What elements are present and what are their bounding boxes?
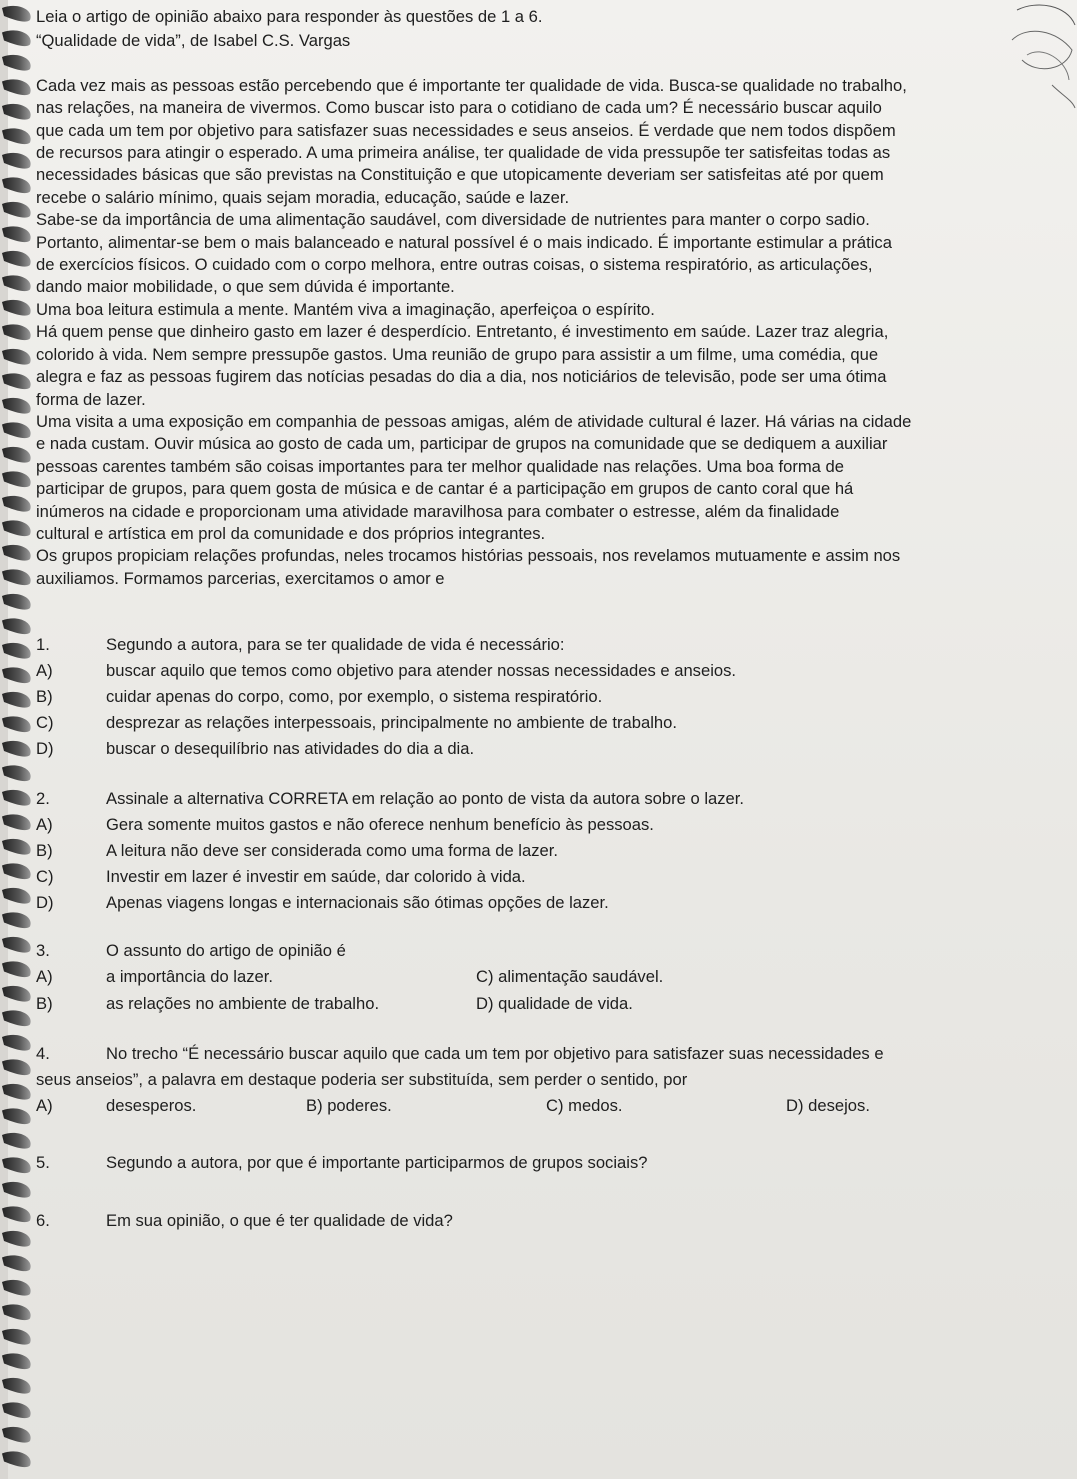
option-text: desesperos.	[106, 1096, 197, 1116]
article-line: auxiliamos. Formamos parcerias, exercitamos o amor e	[36, 568, 445, 588]
article-line: nas relações, na maneira de vivermos. Como buscar isto para o cotidiano de cada um? É necessário buscar aquilo	[36, 98, 882, 118]
answer-option	[36, 686, 1026, 712]
option-letter: B)	[36, 687, 53, 707]
question-4	[36, 1043, 1026, 1118]
question-1	[36, 634, 1026, 764]
option-text: C) alimentação saudável.	[476, 967, 664, 987]
article-line: forma de lazer.	[36, 389, 146, 409]
question-stem	[36, 1210, 1026, 1236]
option-text: Investir em lazer é investir em saúde, dar colorido à vida.	[106, 867, 526, 887]
article-line: Uma visita a uma exposição em companhia de pessoas amigas, além de atividade cultural é lazer. Há várias na cidade	[36, 411, 912, 431]
question-text: Segundo a autora, para se ter qualidade de vida é necessário:	[106, 635, 565, 655]
option-letter: A)	[36, 661, 53, 681]
article-paragraph	[36, 411, 1026, 545]
article-line: participar de grupos, para quem gosta de música e de cantar é a participação em grupos de canto coral que há	[36, 479, 854, 499]
article-line: cultural e artística em prol da comunidade e dos próprios integrantes.	[36, 523, 546, 543]
option-letter: A)	[36, 967, 53, 987]
article-title: “Qualidade de vida”, de Isabel C.S. Vargas	[36, 31, 351, 51]
option-letter: D)	[36, 893, 54, 913]
answer-option	[36, 660, 1026, 686]
answer-option	[36, 738, 1026, 764]
option-text: A leitura não deve ser considerada como uma forma de lazer.	[106, 841, 558, 861]
question-3	[36, 940, 1026, 1015]
option-text: buscar o desequilíbrio nas atividades do dia a dia.	[106, 739, 475, 759]
article-paragraph	[36, 299, 1026, 321]
question-text: No trecho “É necessário buscar aquilo que cada um tem por objetivo para satisfazer suas necessidades e	[106, 1043, 884, 1063]
option-text: cuidar apenas do corpo, como, por exemplo, o sistema respiratório.	[106, 687, 603, 707]
article-line: Uma boa leitura estimula a mente. Mantém viva a imaginação, aperfeiçoa o espírito.	[36, 299, 655, 319]
option-text: Gera somente muitos gastos e não oferece nenhum benefício às pessoas.	[106, 815, 654, 835]
article-line: Portanto, alimentar-se bem o mais balanceado e natural possível é o mais indicado. É importante estimular a prática	[36, 232, 892, 252]
article-line: pessoas carentes também são coisas importantes para ter melhor qualidade nas relações. Uma boa forma de	[36, 456, 844, 476]
article-line: alegra e faz as pessoas fugirem das notícias pesadas do dia a dia, nos noticiários de televisão, pode ser uma ótima	[36, 367, 887, 387]
article-line: recebe o salário mínimo, quais sejam moradia, educação, saúde e lazer.	[36, 187, 570, 207]
answer-options	[36, 1095, 1026, 1117]
article-line: necessidades básicas que são previstas na Constituição e que utopicamente deveriam ser satisfeitas até por quem	[36, 165, 884, 185]
article-line: que cada um tem por objetivo para satisfazer suas necessidades e seus anseios. É verdade que nem todos dispõem	[36, 120, 896, 140]
article-line: de recursos para atingir o esperado. A uma primeira análise, ter qualidade de vida pressupõe ter satisfeitas todas as	[36, 143, 891, 163]
option-text: desprezar as relações interpessoais, principalmente no ambiente de trabalho.	[106, 713, 677, 733]
question-number: 1.	[36, 635, 50, 655]
question-6	[36, 1210, 1026, 1236]
answer-option	[36, 712, 1026, 738]
question-number: 4.	[36, 1043, 50, 1063]
article-paragraph	[36, 75, 1026, 209]
article-line: dando maior mobilidade, o que sem dúvida é importante.	[36, 277, 455, 297]
option-text: C) medos.	[546, 1096, 623, 1116]
answer-option	[36, 840, 1026, 866]
article-body	[36, 75, 1026, 590]
article-line: de exercícios físicos. O cuidado com o corpo melhora, entre outras coisas, o sistema respiratório, as articulações,	[36, 255, 873, 275]
question-2	[36, 788, 1026, 918]
question-stem	[36, 1043, 1026, 1069]
spiral-binding-icon	[0, 0, 40, 1479]
article-line: inúmeros na cidade e proporcionam uma atividade maravilhosa para combater o estresse, além da finalidade	[36, 501, 840, 521]
question-stem	[36, 1152, 1026, 1178]
question-number: 2.	[36, 789, 50, 809]
option-text: a importância do lazer.	[106, 967, 273, 987]
question-number: 6.	[36, 1210, 50, 1230]
option-letter: A)	[36, 1096, 53, 1116]
worksheet-content	[36, 6, 1026, 1236]
question-stem	[36, 634, 1026, 660]
option-text: D) desejos.	[786, 1096, 870, 1116]
answer-option	[36, 866, 1026, 892]
option-text: buscar aquilo que temos como objetivo para atender nossas necessidades e anseios.	[106, 661, 737, 681]
answer-option	[36, 814, 1026, 840]
option-letter: D)	[36, 739, 54, 759]
question-text-continued: seus anseios”, a palavra em destaque poderia ser substituída, sem perder o sentido, por	[36, 1069, 688, 1089]
option-text: D) qualidade de vida.	[476, 993, 633, 1013]
instructions: Leia o artigo de opinião abaixo para responder às questões de 1 a 6.	[36, 7, 543, 26]
question-5	[36, 1152, 1026, 1178]
option-text: B) poderes.	[306, 1096, 392, 1116]
question-text: Assinale a alternativa CORRETA em relação ao ponto de vista da autora sobre o lazer.	[106, 789, 744, 809]
article-paragraph	[36, 321, 1026, 411]
option-letter: A)	[36, 815, 53, 835]
article-line: colorido à vida. Nem sempre pressupõe gastos. Uma reunião de grupo para assistir a um filme, uma comédia, que	[36, 344, 879, 364]
option-letter: B)	[36, 841, 53, 861]
answer-options	[36, 966, 1026, 1015]
question-stem	[36, 788, 1026, 814]
article-line: e nada custam. Ouvir música ao gosto de cada um, participar de grupos na comunidade que se dediquem a auxiliar	[36, 434, 888, 454]
question-stem	[36, 940, 1026, 966]
option-text: Apenas viagens longas e internacionais são ótimas opções de lazer.	[106, 893, 609, 913]
option-letter: C)	[36, 713, 54, 733]
question-number: 5.	[36, 1152, 50, 1172]
question-number: 3.	[36, 941, 50, 961]
article-line: Sabe-se da importância de uma alimentação saudável, com diversidade de nutrientes para manter o corpo sadio.	[36, 210, 870, 230]
option-letter: C)	[36, 867, 54, 887]
answer-option	[36, 892, 1026, 918]
option-letter: B)	[36, 993, 53, 1013]
article-paragraph	[36, 545, 1026, 590]
article-line: Há quem pense que dinheiro gasto em lazer é desperdício. Entretanto, é investimento em saúde. Lazer traz alegria,	[36, 322, 889, 342]
option-text: as relações no ambiente de trabalho.	[106, 993, 380, 1013]
question-text: O assunto do artigo de opinião é	[106, 941, 346, 961]
article-line: Os grupos propiciam relações profundas, neles trocamos histórias pessoais, nos revelamos mutuamente e assim nos	[36, 546, 901, 566]
question-text: Segundo a autora, por que é importante participarmos de grupos sociais?	[106, 1152, 648, 1172]
question-text: Em sua opinião, o que é ter qualidade de vida?	[106, 1210, 453, 1230]
article-line: Cada vez mais as pessoas estão percebendo que é importante ter qualidade de vida. Busca-se qualidade no trabalho,	[36, 75, 907, 95]
article-paragraph	[36, 209, 1026, 299]
